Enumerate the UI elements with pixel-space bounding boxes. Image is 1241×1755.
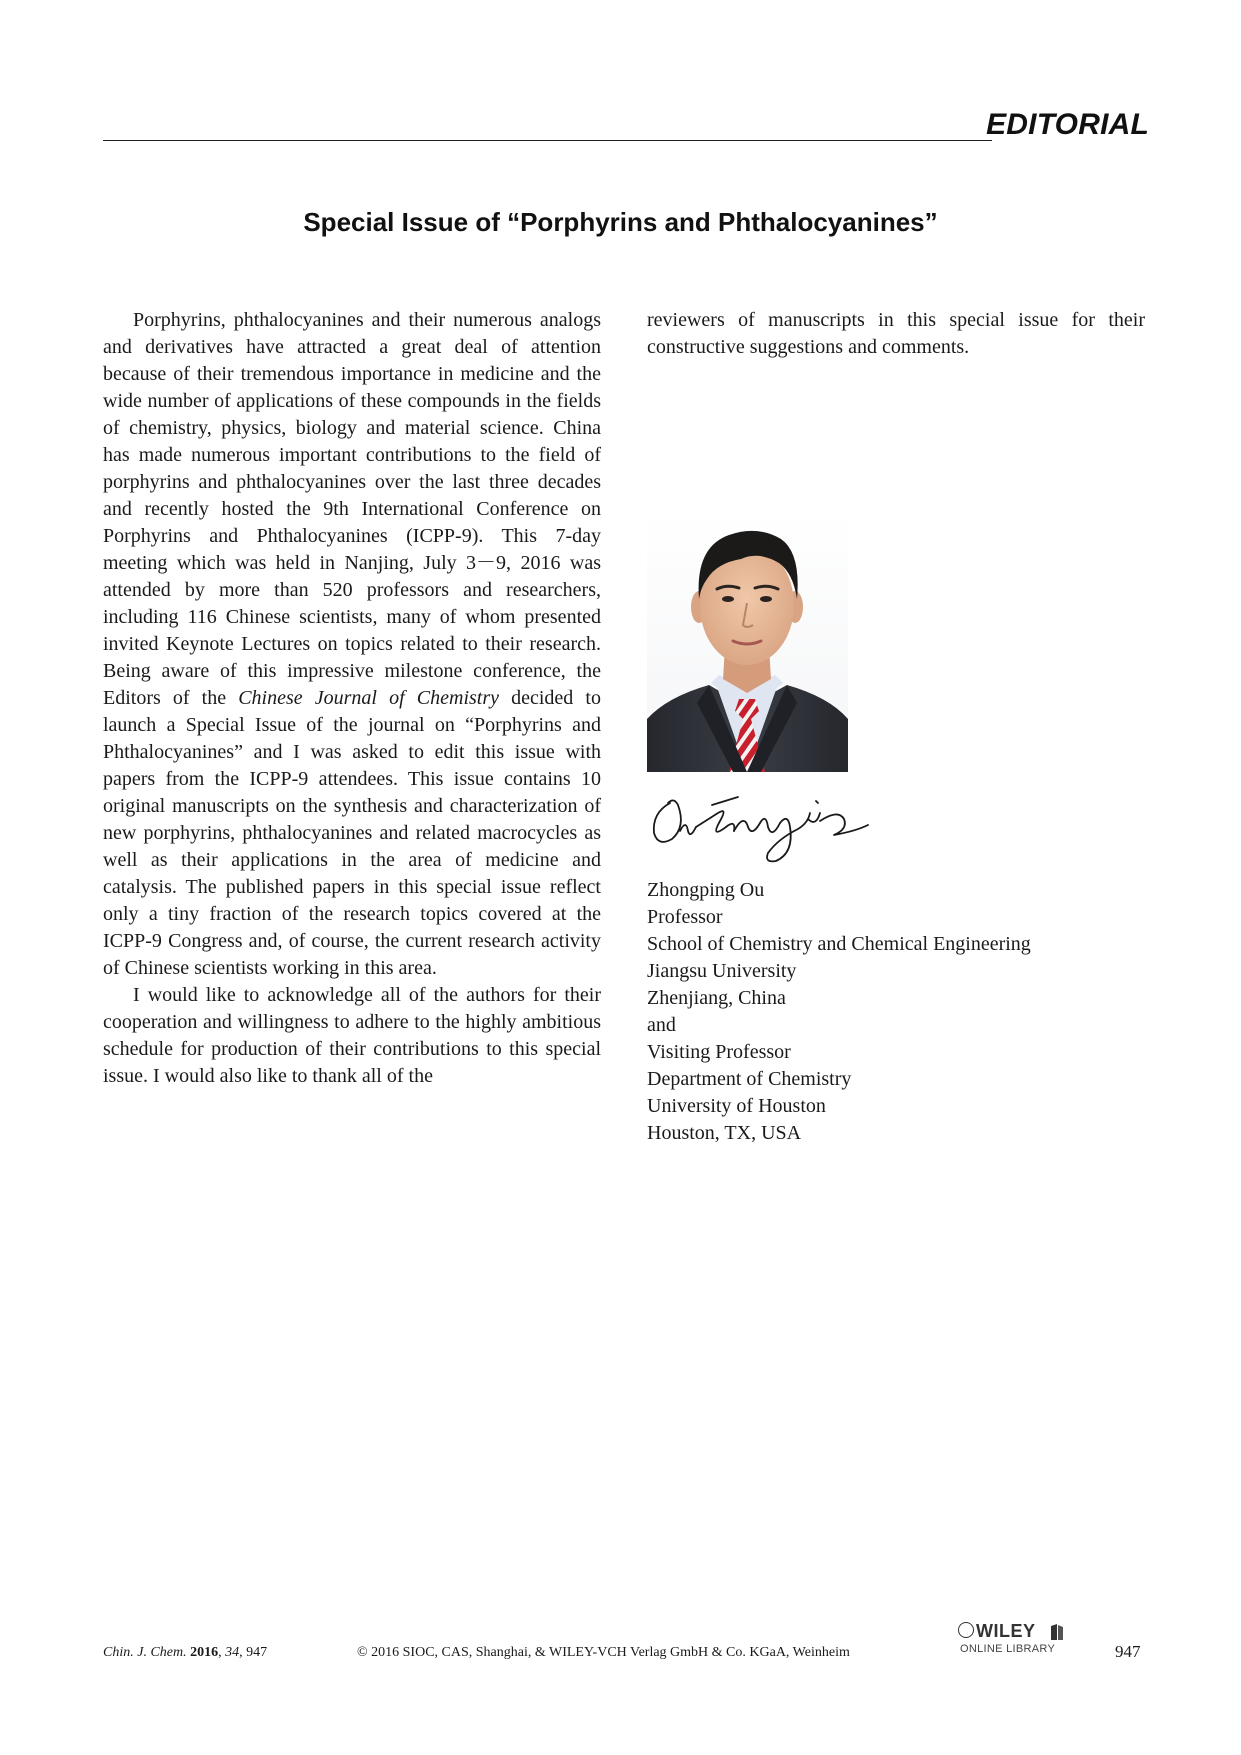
section-label: EDITORIAL (986, 108, 1149, 141)
affiliation-and: and (647, 1014, 676, 1036)
footer-pages: , 947 (239, 1645, 268, 1660)
book-icon (1050, 1623, 1064, 1641)
wiley-wordmark: WILEY (976, 1621, 1036, 1641)
author-photo (647, 507, 848, 772)
left-column (103, 307, 601, 1090)
paragraph-2-continued: reviewers of manuscripts in this special issue for their constructive suggestions and comments. (647, 309, 1145, 358)
paragraph-1-part-1: Porphyrins, phthalocyanines and their numerous analogs and derivatives have attracted a great deal of attention because of their tremendous importance in medicine and the wide number of applications of these compounds in the fields of chemistry, physics, biology and material science. China has made numerous important contributions to the field of porphyrins and phthalocyanines over the last three decades and recently hosted the 9th International Conference on Porphyrins and Phthalocyanines (ICPP-9). This 7-day meeting which was held in Nanjing, July 3－9, 2016 was attended by more than 520 professors and researchers, including 116 Chinese scientists, many of whom presented invited Keynote Lectures on topics related to their research. Being aware of this impressive milestone conference, the Editors of the (103, 309, 601, 709)
wiley-logo (958, 1621, 1070, 1661)
affiliation-department: Department of Chemistry (647, 1068, 852, 1090)
wiley-logo-text (958, 1621, 1036, 1641)
affiliation-location: Zhenjiang, China (647, 987, 786, 1009)
author-affiliation (647, 877, 1167, 1147)
affiliation-location-2: Houston, TX, USA (647, 1122, 802, 1144)
journal-name: Chinese Journal of Chemistry (238, 687, 499, 709)
footer-journal: Chin. J. Chem. (103, 1645, 187, 1660)
paragraph-1 (103, 307, 601, 982)
footer-year: 2016 (190, 1645, 219, 1660)
author-signature (648, 783, 878, 865)
wiley-logo-subtitle: ONLINE LIBRARY (960, 1643, 1056, 1655)
footer-volume: 34 (225, 1645, 240, 1660)
affiliation-university-2: University of Houston (647, 1095, 826, 1117)
right-column (647, 307, 1145, 361)
author-name: Zhongping Ou (647, 879, 765, 901)
author-title-2: Visiting Professor (647, 1041, 791, 1063)
page-number: 947 (1115, 1642, 1141, 1661)
affiliation-school: School of Chemistry and Chemical Engineering (647, 933, 1031, 955)
paragraph-1-part-2: decided to launch a Special Issue of the journal on “Porphyrins and Phthalocyanines” and I was asked to edit this issue with papers from the ICPP-9 attendees. This issue contains 10 original manuscripts on the synthesis and characterization of new porphyrins, phthalocyanines and related macrocycles as well as their applications in the area of medicine and catalysis. The published papers in this special issue reflect only a tiny fraction of the research topics covered at the ICPP-9 Congress and, of course, the current research activity of Chinese scientists working in this area. (103, 687, 601, 979)
header-rule (103, 140, 992, 141)
paragraph-2: I would like to acknowledge all of the authors for their cooperation and willingness to adhere to the highly ambitious schedule for production of their contributions to this special issue. I would also like to thank all of the (103, 984, 601, 1087)
affiliation-university: Jiangsu University (647, 960, 797, 982)
author-title: Professor (647, 906, 723, 928)
footer-citation: Chin. J. Chem. 2016, 34, 947 (103, 1645, 268, 1660)
footer-copyright: © 2016 SIOC, CAS, Shanghai, & WILEY-VCH Verlag GmbH & Co. KGaA, Weinheim (357, 1645, 850, 1660)
article-title: Special Issue of “Porphyrins and Phthalocyanines” (303, 207, 938, 237)
wiley-seal-icon (958, 1622, 974, 1638)
